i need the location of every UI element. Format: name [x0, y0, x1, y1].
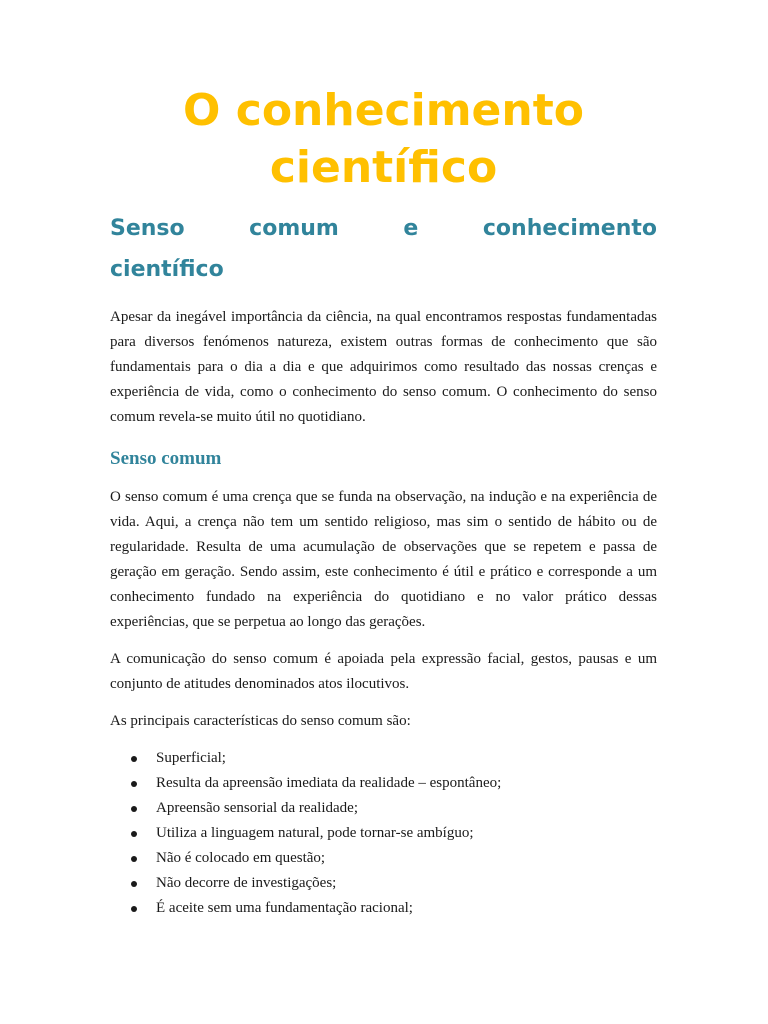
list-item — [110, 746, 657, 771]
bullet-dot-icon — [131, 906, 137, 912]
list-item-text: Não é colocado em questão; — [156, 850, 326, 866]
list-item-text: É aceite sem uma fundamentação racional; — [156, 900, 413, 916]
section-heading-line-2: científico — [110, 257, 224, 282]
bullet-dot-icon — [131, 831, 137, 837]
senso-comum-paragraph: O senso comum é uma crença que se funda na observação, na indução e na experiência de vida. Aqui, a crença não tem um sentido religioso, mas sim o sentido de hábito ou de regularidade. Resulta de uma acumulação de observações que se repetem e passa de geração em geração. Sendo assim, este conhecimento é útil e prático e corresponde a um conhecimento fundado na experiência do quotidiano e no valor prático dessas experiências, que se perpetua ao longo das gerações. — [110, 489, 657, 630]
list-item — [110, 846, 657, 871]
characteristics-intro-paragraph: As principais características do senso comum são: — [110, 713, 411, 729]
section-heading-line-1: Senso comum e conhecimento — [110, 216, 657, 241]
list-item — [110, 821, 657, 846]
document-body — [110, 82, 657, 921]
list-item-text: Utiliza a linguagem natural, pode tornar-se ambíguo; — [156, 825, 474, 841]
document-title: O conhecimento científico — [183, 85, 584, 193]
section-heading — [110, 208, 657, 290]
characteristics-list — [110, 746, 657, 921]
list-item-text: Resulta da apreensão imediata da realidade – espontâneo; — [156, 775, 502, 791]
bullet-dot-icon — [131, 856, 137, 862]
list-item-text: Apreensão sensorial da realidade; — [156, 800, 358, 816]
list-item — [110, 871, 657, 896]
list-item — [110, 796, 657, 821]
bullet-dot-icon — [131, 756, 137, 762]
subsection-heading: Senso comum — [110, 448, 222, 469]
list-item-text: Superficial; — [156, 750, 226, 766]
list-item — [110, 771, 657, 796]
bullet-dot-icon — [131, 881, 137, 887]
list-item — [110, 896, 657, 921]
list-item-text: Não decorre de investigações; — [156, 875, 337, 891]
bullet-dot-icon — [131, 781, 137, 787]
communication-paragraph: A comunicação do senso comum é apoiada pela expressão facial, gestos, pausas e um conjunto de atitudes denominados atos ilocutivos. — [110, 651, 657, 692]
intro-paragraph: Apesar da inegável importância da ciência, na qual encontramos respostas fundamentadas para diversos fenómenos natureza, existem outras formas de conhecimento que são fundamentais para o dia a dia e que adquirimos como resultado das nossas crenças e experiência de vida, como o conhecimento do senso comum. O conhecimento do senso comum revela-se muito útil no quotidiano. — [110, 309, 657, 425]
bullet-dot-icon — [131, 806, 137, 812]
